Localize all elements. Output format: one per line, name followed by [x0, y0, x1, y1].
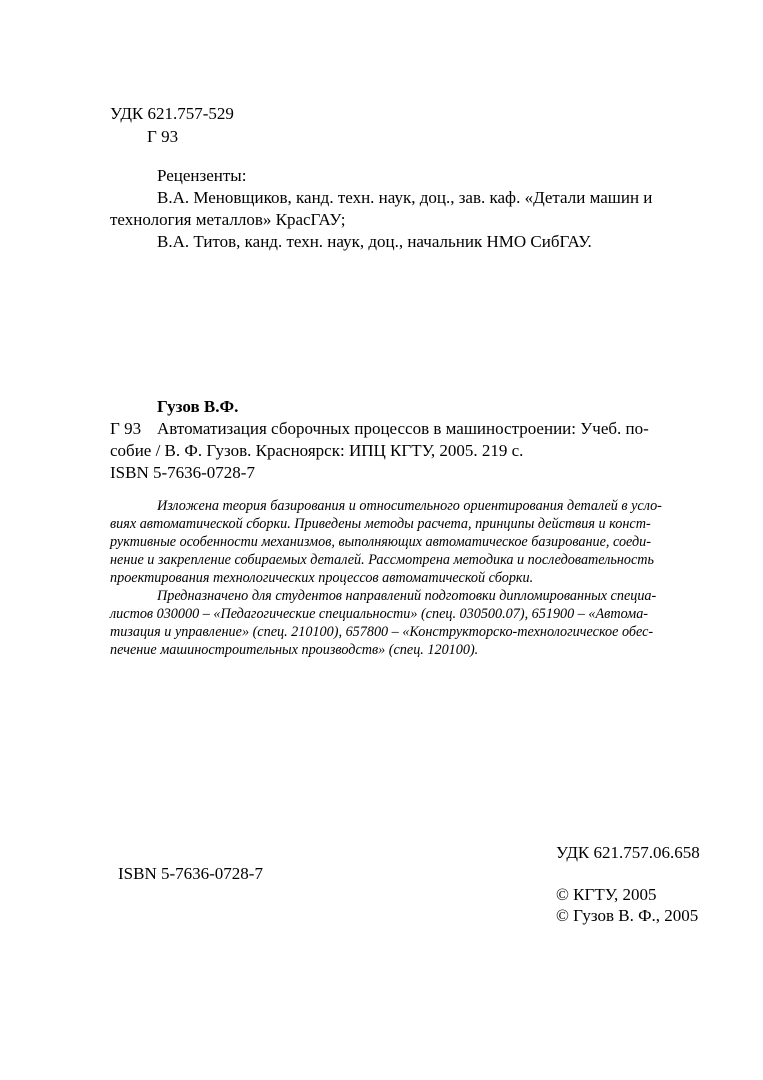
author-name: Гузов В.Ф. [157, 397, 239, 416]
copyright-kgtu: © КГТУ, 2005 [556, 885, 657, 904]
reviewer-2: В.А. Титов, канд. техн. наук, доц., начальник НМО СибГАУ. [157, 232, 592, 251]
udk-header: УДК 621.757-529 [110, 104, 234, 123]
reviewers-heading: Рецензенты: [157, 166, 247, 185]
catalog-code: Г 93 [110, 419, 142, 438]
purpose-line: печение машиностроительных производств» (спец. 120100). [110, 642, 479, 658]
book-title-line-1: Автоматизация сборочных процессов в машиностроении: Учеб. по- [157, 419, 649, 438]
abstract-line: Изложена теория базирования и относительного ориентирования деталей в усло- [157, 498, 662, 514]
udk-footer: УДК 621.757.06.658 [556, 843, 700, 862]
reviewer-1-line-2: технология металлов» КрасГАУ; [110, 210, 346, 229]
abstract-line: руктивные особенности механизмов, выполняющих автоматическое базирование, соеди- [110, 534, 651, 550]
abstract-line: виях автоматической сборки. Приведены методы расчета, принципы действия и конст- [110, 516, 651, 532]
abstract-line: проектирования технологических процессов автоматической сборки. [110, 570, 534, 586]
reviewer-1-line-1: В.А. Меновщиков, канд. техн. наук, доц., зав. каф. «Детали машин и [157, 188, 653, 207]
isbn-footer: ISBN 5-7636-0728-7 [118, 864, 263, 883]
copyright-author: © Гузов В. Ф., 2005 [556, 906, 699, 925]
purpose-line: Предназначено для студентов направлений подготовки дипломированных специа- [157, 588, 657, 604]
abstract-line: нение и закрепление собираемых деталей. Рассмотрена методика и последовательность [110, 552, 655, 568]
isbn-record: ISBN 5-7636-0728-7 [110, 463, 255, 482]
catalog-code-header: Г 93 [147, 127, 179, 146]
purpose-line: листов 030000 – «Педагогические специальности» (спец. 030500.07), 651900 – «Автома- [110, 606, 649, 622]
purpose-line: тизация и управление» (спец. 210100), 657800 – «Конструкторско-технологическое обес- [110, 624, 654, 640]
book-title-line-2: собие / В. Ф. Гузов. Красноярск: ИПЦ КГТУ, 2005. 219 с. [110, 441, 524, 460]
